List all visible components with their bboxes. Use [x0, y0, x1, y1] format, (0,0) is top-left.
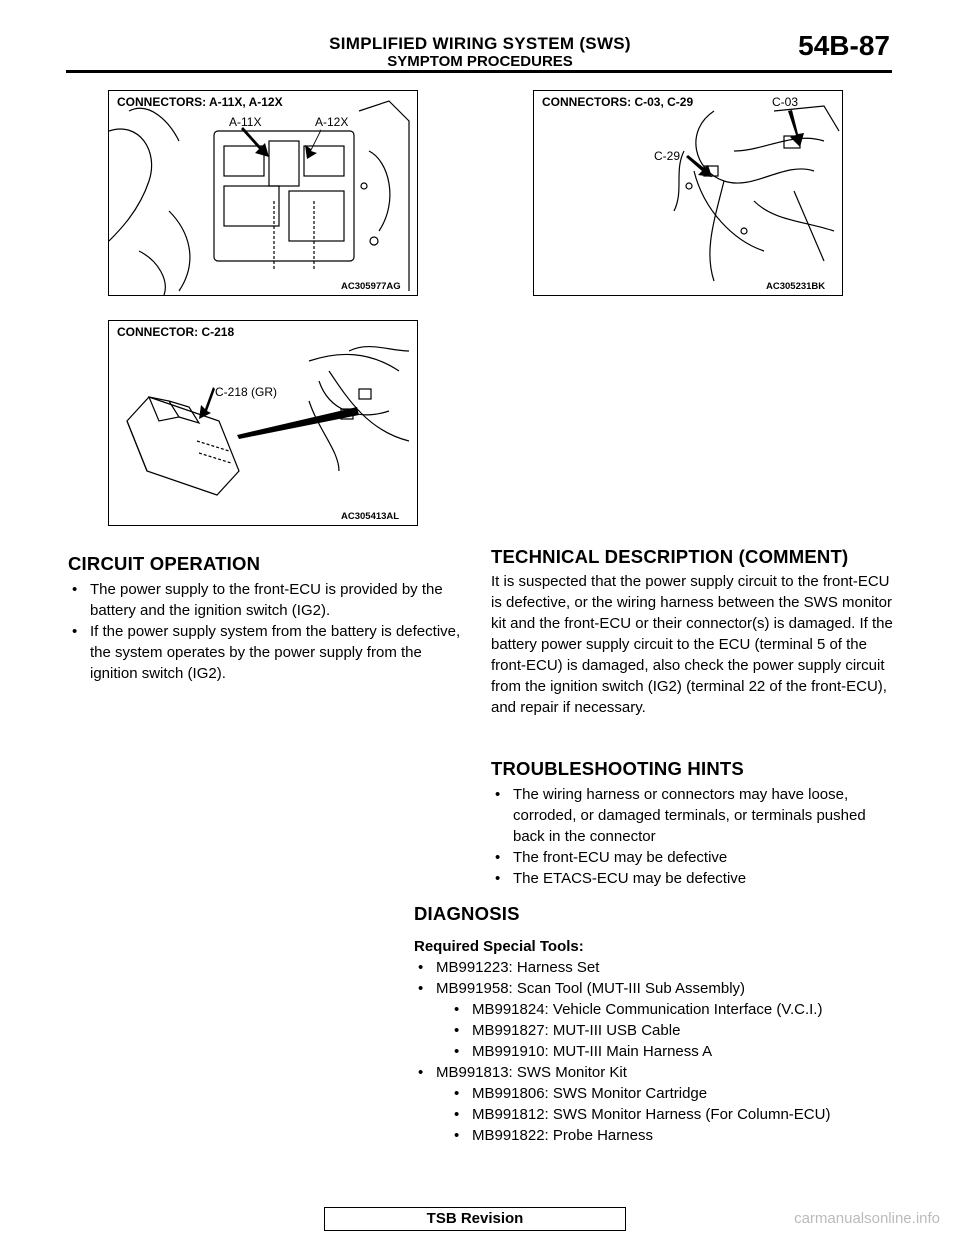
list-item: • MB991812: SWS Monitor Harness (For Column-ECU) — [414, 1104, 914, 1125]
technical-description-section — [491, 546, 893, 718]
list-item: • MB991827: MUT-III USB Cable — [414, 1020, 914, 1041]
list-item: • MB991822: Probe Harness — [414, 1125, 914, 1146]
required-tools-label: Required Special Tools: — [414, 938, 584, 955]
figure-connector-c218 — [108, 320, 418, 526]
list-item: • The power supply to the front-ECU is provided by the battery and the ignition switch (IG2). — [68, 579, 468, 621]
troubleshooting-section — [491, 758, 893, 889]
list-item: • MB991910: MUT-III Main Harness A — [414, 1041, 914, 1062]
figure-code: AC305413AL — [341, 511, 400, 522]
circuit-operation-heading: CIRCUIT OPERATION — [68, 553, 261, 574]
connector-label-c03: C-03 — [772, 95, 799, 109]
troubleshooting-list — [491, 784, 893, 889]
header-rule — [66, 70, 892, 73]
monitor-kit-parts-list — [414, 1083, 914, 1146]
circuit-operation-list — [68, 579, 468, 684]
troubleshooting-heading: TROUBLESHOOTING HINTS — [491, 758, 744, 779]
connector-label-a11x: A-11X — [229, 115, 262, 129]
figure-code: AC305977AG — [341, 281, 401, 292]
connector-label-c218: C-218 (GR) — [215, 385, 278, 399]
figure-title: CONNECTORS: C-03, C-29 — [542, 95, 694, 109]
figure-title: CONNECTOR: C-218 — [117, 325, 235, 339]
list-item: • The wiring harness or connectors may have loose, corroded, or damaged terminals, or terminals pushed back in the connector — [491, 784, 893, 847]
figure-connectors-c03-c29 — [533, 90, 843, 296]
scan-tool-parts-list — [414, 999, 914, 1062]
dash-harness-illustration — [534, 91, 842, 295]
section-title: SIMPLIFIED WIRING SYSTEM (SWS) — [329, 34, 631, 53]
tools-list — [414, 957, 914, 999]
ecu-connector-illustration — [109, 321, 417, 525]
connector-label-c29: C-29 — [654, 149, 681, 163]
diagnosis-heading: DIAGNOSIS — [414, 903, 520, 924]
list-item: • MB991824: Vehicle Communication Interface (V.C.I.) — [414, 999, 914, 1020]
tsb-revision-box: TSB Revision — [324, 1207, 626, 1231]
list-item: • If the power supply system from the battery is defective, the system operates by the power supply from the ignition switch (IG2). — [68, 621, 468, 684]
figure-title: CONNECTORS: A-11X, A-12X — [117, 95, 283, 109]
circuit-operation-section — [68, 553, 468, 684]
figure-code: AC305231BK — [766, 281, 826, 292]
list-item: • The front-ECU may be defective — [491, 847, 893, 868]
figure-connectors-a11x-a12x — [108, 90, 418, 296]
list-item: • MB991813: SWS Monitor Kit — [414, 1062, 914, 1083]
list-item: • MB991223: Harness Set — [414, 957, 914, 978]
list-item: • The ETACS-ECU may be defective — [491, 868, 893, 889]
technical-description-heading: TECHNICAL DESCRIPTION (COMMENT) — [491, 546, 849, 567]
list-item: • MB991958: Scan Tool (MUT-III Sub Assembly) — [414, 978, 914, 999]
list-item: • MB991806: SWS Monitor Cartridge — [414, 1083, 914, 1104]
tools-list-continued — [414, 1062, 914, 1083]
diagnosis-section — [414, 903, 914, 1146]
engine-bay-illustration — [109, 91, 417, 295]
technical-description-text: It is suspected that the power supply circuit to the front-ECU is defective, or the wiring harness between the SWS monitor kit and the front-ECU or their connector(s) is damaged. If the battery power supply circuit to the ECU (terminal 5 of the front-ECU) is damaged, also check the power supply circuit from the ignition switch (IG2) (terminal 22 of the front-ECU), and repair if necessary. — [491, 573, 893, 716]
section-subtitle: SYMPTOM PROCEDURES — [387, 53, 573, 70]
watermark: carmanualsonline.info — [794, 1210, 940, 1227]
page-number: 54B-87 — [798, 30, 890, 61]
connector-label-a12x: A-12X — [315, 115, 349, 129]
